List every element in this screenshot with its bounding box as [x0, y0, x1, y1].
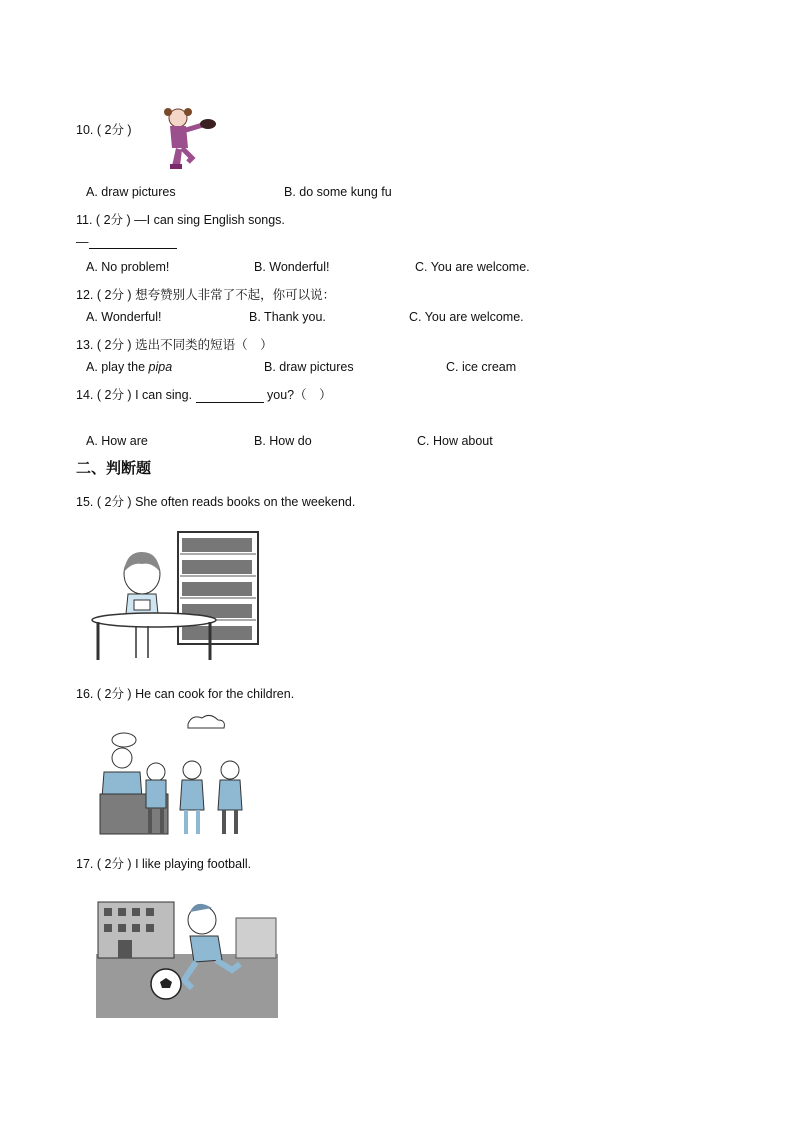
option-a: A. No problem!: [86, 260, 170, 274]
option-c: C. How about: [417, 434, 493, 448]
girl-reading-image: [90, 528, 262, 664]
score: 2分: [104, 495, 124, 509]
option-a: [86, 360, 172, 374]
option-b: B. do some kung fu: [284, 185, 392, 199]
question-text: He can cook for the children.: [135, 687, 295, 701]
question-text: 选出不同类的短语（ ）: [135, 338, 273, 352]
score: 2分: [104, 288, 124, 302]
score: 2分: [104, 687, 124, 701]
question-number: 11.: [76, 213, 93, 227]
option-b: B. Wonderful!: [254, 260, 330, 274]
score: 2分: [104, 388, 124, 402]
question-13: 13. ( 2分 ) 选出不同类的短语（ ）: [76, 338, 273, 352]
question-number: 12.: [76, 288, 94, 302]
question-text: I can sing.: [135, 388, 193, 402]
question-10: 10. ( 2分 ): [76, 123, 132, 137]
answer-blank: [196, 389, 264, 403]
boy-football-image: [96, 884, 278, 1018]
question-text: She often reads books on the weekend.: [135, 495, 356, 509]
section-title: 二、判断题: [76, 460, 152, 477]
option-b: B. Thank you.: [249, 310, 326, 324]
question-number: 14.: [76, 388, 94, 402]
score: 2分: [104, 123, 124, 137]
question-12: 12. ( 2分 ) 想夸赞别人非常了不起，你可以说：: [76, 288, 336, 302]
question-14: 14. ( 2分 ) I can sing. you?（ ）: [76, 388, 332, 402]
question-number: 13.: [76, 338, 94, 352]
option-a: A. draw pictures: [86, 185, 176, 199]
option-c: C. You are welcome.: [409, 310, 524, 324]
question-number: 10.: [76, 123, 94, 137]
question-text: 想夸赞别人非常了不起，你可以说：: [135, 288, 336, 302]
option-a: A. How are: [86, 434, 148, 448]
question-text: —I can sing English songs.: [134, 213, 285, 227]
score: 2分: [104, 857, 124, 871]
girl-kungfu-image: [158, 104, 220, 174]
question-15: 15. ( 2分 ) She often reads books on the weekend.: [76, 495, 356, 509]
option-b: B. draw pictures: [264, 360, 354, 374]
question-number: 15.: [76, 495, 94, 509]
option-a-italic: pipa: [148, 360, 173, 374]
option-a-text: A. play the: [86, 360, 149, 374]
question-text-after: you?（ ）: [267, 388, 332, 402]
score: 2分: [103, 213, 124, 227]
cook-children-image: [96, 710, 256, 838]
question-text: I like playing football.: [135, 857, 252, 871]
question-17: 17. ( 2分 ) I like playing football.: [76, 857, 252, 871]
option-c: C. You are welcome.: [415, 260, 530, 274]
option-c: C. ice cream: [446, 360, 517, 374]
answer-line: [76, 235, 177, 249]
dash: —: [76, 235, 89, 249]
question-number: 17.: [76, 857, 94, 871]
question-16: 16. ( 2分 ) He can cook for the children.: [76, 687, 295, 701]
score: 2分: [104, 338, 124, 352]
option-a: A. Wonderful!: [86, 310, 162, 324]
question-number: 16.: [76, 687, 94, 701]
option-b: B. How do: [254, 434, 312, 448]
question-11: 11. ( 2分 ) —I can sing English songs.: [76, 213, 285, 227]
answer-blank: [89, 235, 177, 249]
